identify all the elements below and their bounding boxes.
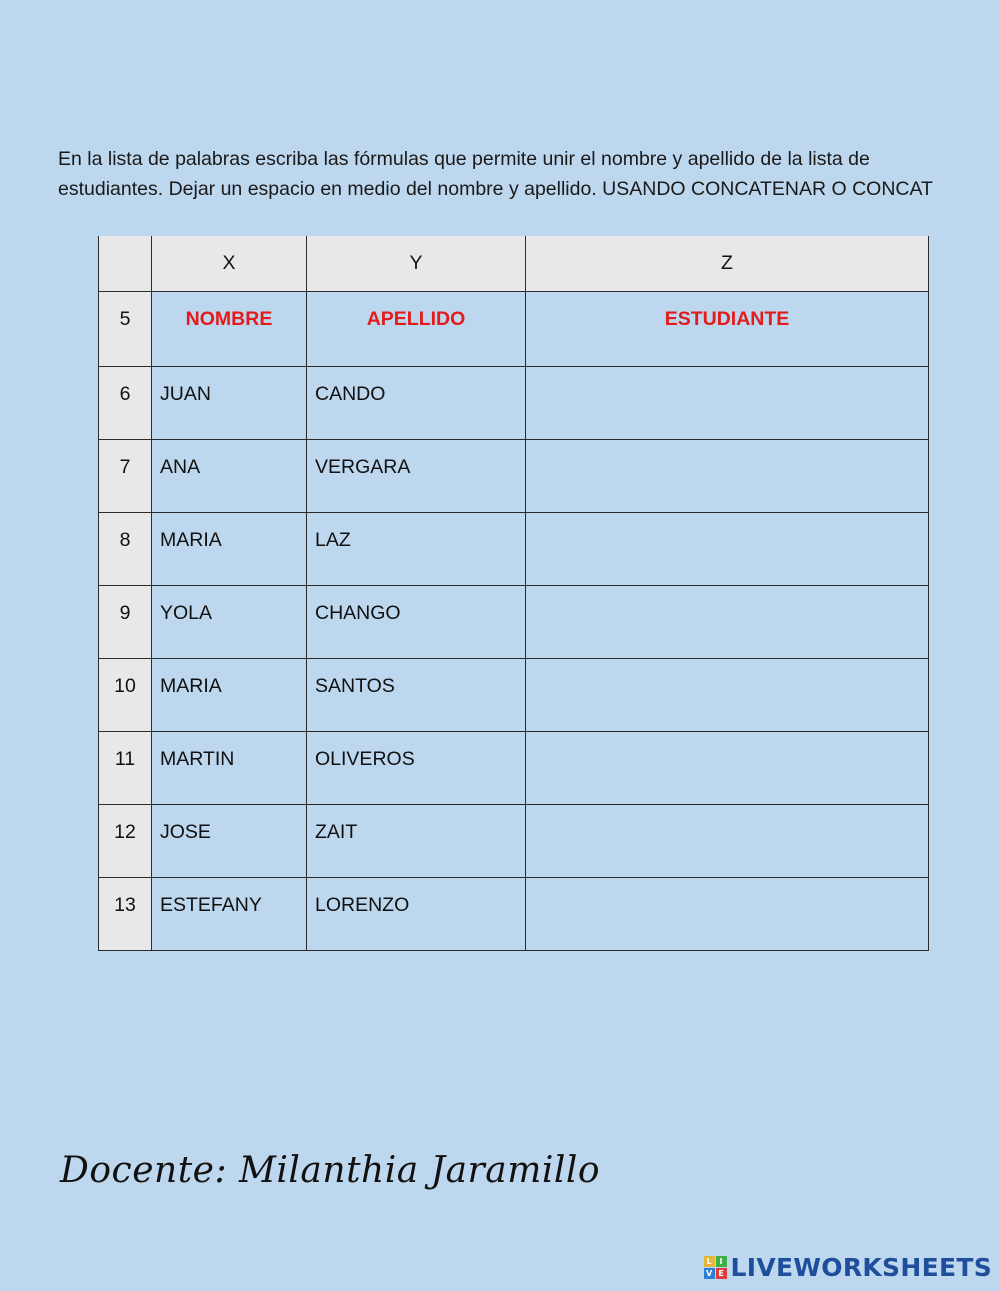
apellido-cell: CHANGO: [307, 586, 526, 659]
apellido-cell: VERGARA: [307, 440, 526, 513]
column-header-z: Z: [526, 236, 929, 292]
row-number: 7: [99, 440, 152, 513]
brand-logo-icon: [704, 1256, 727, 1279]
apellido-cell: ZAIT: [307, 805, 526, 878]
table-header-row: [99, 292, 929, 367]
estudiante-cell[interactable]: [526, 367, 929, 440]
nombre-cell: MARIA: [152, 513, 307, 586]
apellido-header: APELLIDO: [307, 292, 526, 367]
estudiante-cell[interactable]: [526, 513, 929, 586]
nombre-cell: MARTIN: [152, 732, 307, 805]
table-row: [99, 659, 929, 732]
student-table: [98, 236, 929, 951]
row-number: 12: [99, 805, 152, 878]
logo-letter: L: [704, 1256, 715, 1267]
teacher-signature: Docente: Milanthia Jaramillo: [60, 1150, 601, 1191]
estudiante-header: ESTUDIANTE: [526, 292, 929, 367]
table-row: [99, 513, 929, 586]
row-number: 5: [99, 292, 152, 367]
nombre-cell: JUAN: [152, 367, 307, 440]
table-row: [99, 440, 929, 513]
nombre-header: NOMBRE: [152, 292, 307, 367]
corner-cell: [99, 236, 152, 292]
column-header-y: Y: [307, 236, 526, 292]
instructions-text: En la lista de palabras escriba las fórmulas que permite unir el nombre y apellido de la lista de estudiantes. Dejar un espacio en medio del nombre y apellido. USANDO CONCATENAR O CONCAT: [58, 148, 933, 200]
row-number: 10: [99, 659, 152, 732]
logo-letter: V: [704, 1268, 715, 1279]
apellido-cell: LAZ: [307, 513, 526, 586]
table-row: [99, 732, 929, 805]
estudiante-cell[interactable]: [526, 805, 929, 878]
nombre-cell: YOLA: [152, 586, 307, 659]
table-row: [99, 367, 929, 440]
estudiante-cell[interactable]: [526, 440, 929, 513]
column-header-row: [99, 236, 929, 292]
apellido-cell: LORENZO: [307, 878, 526, 951]
nombre-cell: JOSE: [152, 805, 307, 878]
brand-name: LIVEWORKSHEETS: [730, 1253, 992, 1282]
row-number: 6: [99, 367, 152, 440]
table-row: [99, 878, 929, 951]
estudiante-cell[interactable]: [526, 659, 929, 732]
nombre-cell: ANA: [152, 440, 307, 513]
estudiante-cell[interactable]: [526, 586, 929, 659]
row-number: 13: [99, 878, 152, 951]
table-row: [99, 805, 929, 878]
nombre-cell: MARIA: [152, 659, 307, 732]
apellido-cell: SANTOS: [307, 659, 526, 732]
row-number: 9: [99, 586, 152, 659]
estudiante-cell[interactable]: [526, 878, 929, 951]
liveworksheets-logo: [704, 1253, 992, 1282]
row-number: 8: [99, 513, 152, 586]
column-header-x: X: [152, 236, 307, 292]
apellido-cell: OLIVEROS: [307, 732, 526, 805]
logo-letter: E: [716, 1268, 727, 1279]
estudiante-cell[interactable]: [526, 732, 929, 805]
table-row: [99, 586, 929, 659]
logo-letter: I: [716, 1256, 727, 1267]
row-number: 11: [99, 732, 152, 805]
nombre-cell: ESTEFANY: [152, 878, 307, 951]
apellido-cell: CANDO: [307, 367, 526, 440]
